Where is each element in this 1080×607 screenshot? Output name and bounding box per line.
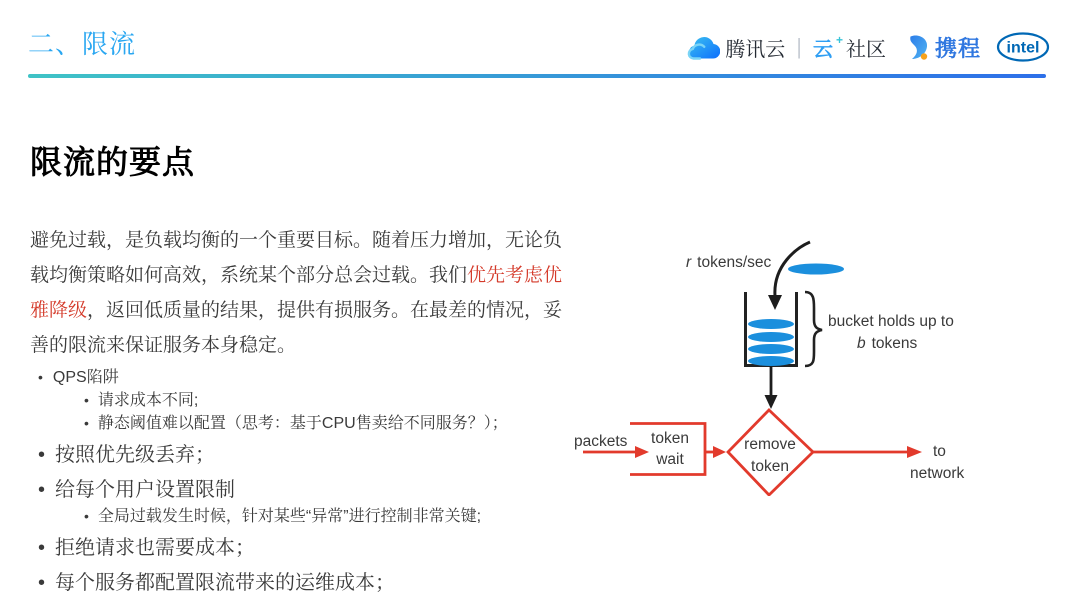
bullet-item: [38, 533, 598, 563]
bullet-text: 每个服务都配置限流带来的运维成本；: [55, 572, 396, 594]
intel-logo: [996, 31, 1050, 63]
tencent-cloud-icon: [684, 34, 720, 61]
bullet-text: 全局过载发生时候，针对某些“异常”进行控制非常关键;: [97, 508, 482, 525]
bullet-item: [38, 475, 598, 505]
tencent-cloud-logo: [684, 33, 785, 62]
bucket-capacity-label-line2: b tokens: [857, 335, 918, 352]
bullet-marker: •: [84, 392, 89, 408]
box-to-diamond-arrowhead: [713, 446, 726, 458]
falling-token-ellipse: [788, 264, 844, 275]
bucket-capacity-label-line1: bucket holds up to: [828, 313, 954, 330]
token-wait-label-line1: token: [651, 430, 689, 447]
network-label-line1: to: [933, 443, 946, 460]
bullet-marker: •: [38, 537, 46, 559]
network-label-line2: network: [910, 465, 965, 482]
brace-icon: [805, 292, 822, 366]
header-divider-line: [28, 74, 1046, 78]
bullet-item: [38, 568, 598, 598]
bullet-text: 拒绝请求也需要成本；: [55, 537, 256, 559]
bullet-text: 请求成本不同;: [97, 392, 199, 409]
tencent-cloud-label: 腾讯云: [725, 38, 786, 61]
intel-label: intel: [1006, 39, 1040, 57]
bullet-item: [38, 389, 598, 412]
bucket-token: [748, 332, 794, 342]
yun-community-yun: 云: [812, 38, 833, 61]
rate-label: r tokens/sec: [686, 254, 772, 271]
inflow-arrowhead: [768, 295, 782, 310]
yun-community-shequ: 社区: [845, 38, 886, 61]
bucket-token: [748, 356, 794, 366]
intro-paragraph: [30, 223, 570, 363]
ctrip-logo: [903, 32, 981, 63]
remove-token-label-line2: token: [751, 458, 789, 475]
paragraph-highlight-red: 优先考虑优雅降级: [30, 265, 563, 321]
bullet-item: [38, 505, 598, 528]
bullet-marker: •: [38, 369, 43, 385]
ctrip-label: 携程: [934, 35, 981, 61]
intel-oval-icon: [996, 31, 1050, 63]
paragraph-text: 避免过载，是负载均衡的一个重要目标。随着压力增加，无论负载均衡策略如何高效，系统某个部分总会过载。我们: [30, 230, 563, 286]
page-title: 限流的要点: [30, 144, 196, 180]
bucket-token: [748, 344, 794, 354]
bucket-token: [748, 319, 794, 329]
bullet-text: 给每个用户设置限制: [55, 479, 236, 501]
bullet-text: 按照优先级丢弃；: [55, 444, 216, 466]
bullet-marker: •: [38, 444, 46, 466]
ctrip-dolphin-icon: [903, 33, 930, 62]
token-wait-label-line2: wait: [656, 451, 684, 468]
output-arrowhead: [907, 446, 922, 458]
bullet-item: [38, 440, 598, 470]
bullet-marker: •: [84, 508, 89, 524]
bullet-marker: •: [84, 415, 89, 431]
paragraph-text: ，返回低质量的结果，提供有损服务。在最差的情况，妥善的限流来保证服务本身稳定。: [30, 300, 563, 356]
remove-token-label-line1: remove: [744, 436, 796, 453]
drop-arrowhead: [765, 395, 778, 409]
bullet-text: QPS陷阱: [52, 369, 119, 386]
yun-community-plus: +: [835, 33, 843, 47]
logo-bar: [684, 30, 1050, 64]
yun-community-logo: [813, 33, 886, 62]
bullet-marker: •: [38, 572, 46, 594]
bullet-item: [38, 412, 598, 435]
section-title: 二、限流: [28, 29, 137, 59]
bullet-list: [38, 366, 598, 598]
packets-label: packets: [574, 433, 628, 450]
token-bucket-diagram: [560, 230, 1030, 496]
bullet-text: 静态阈值难以配置（思考：基于CPU售卖给不同服务？）；: [97, 415, 508, 432]
input-arrowhead: [635, 446, 649, 458]
bullet-item: [38, 366, 598, 389]
logo-separator: |: [796, 34, 802, 59]
bullet-marker: •: [38, 479, 46, 501]
